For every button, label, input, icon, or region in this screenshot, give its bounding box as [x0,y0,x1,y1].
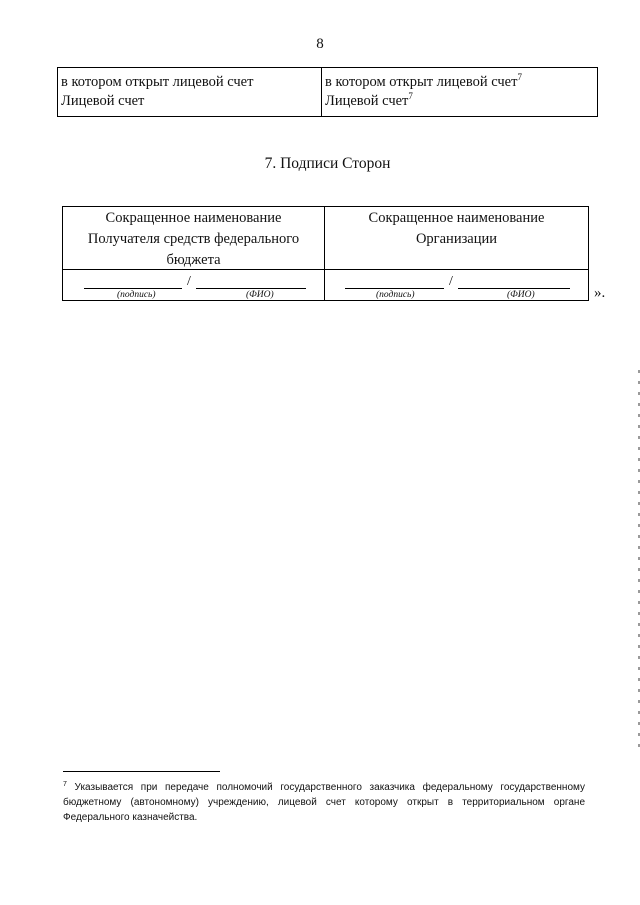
signature-column-organization [325,207,588,300]
recipient-name-blank [196,288,306,289]
footnote-separator [63,771,220,772]
organization-heading [325,207,588,270]
section-title: 7. Подписи Сторон [264,155,391,172]
recipient-name-caption: (ФИО) [246,290,274,300]
recipient-heading-line1: Сокращенное наименование [105,210,282,226]
organization-signature-caption: (подпись) [376,290,415,300]
account-right-line2-text: Лицевой счет [325,93,409,109]
footnote-marker: 7 [63,781,67,788]
closing-quote: ». [594,285,606,301]
organization-name-blank [458,288,570,289]
organization-heading-line2: Организации [415,231,498,247]
account-cell-left [58,68,322,116]
page-number: 8 [316,36,324,52]
signature-column-recipient [63,207,325,300]
account-left-line2: Лицевой счет [61,93,145,109]
organization-heading-line1: Сокращенное наименование [368,210,545,226]
recipient-slash: / [187,274,191,289]
organization-signature-blank [345,288,444,289]
account-right-line1 [325,73,594,92]
account-right-line2 [325,92,594,111]
organization-slash: / [449,274,453,289]
account-table [57,67,598,117]
signatures-table [62,206,589,301]
footnote-ref-1: 7 [517,72,522,82]
footnote [63,780,585,825]
footnote-ref-2: 7 [408,91,413,101]
account-right-line1-text: в котором открыт лицевой счет [325,74,518,90]
organization-signature-line [325,271,588,301]
recipient-heading [63,207,324,270]
recipient-signature-caption: (подпись) [117,290,156,300]
organization-name-caption: (ФИО) [507,290,535,300]
recipient-heading-line3: бюджета [166,252,221,268]
recipient-signature-blank [84,288,182,289]
account-left-line1: в котором открыт лицевой счет [61,74,254,90]
recipient-heading-line2: Получателя средств федерального [87,231,300,247]
footnote-text: Указывается при передаче полномочий государственного заказчика федеральному государственному бюджетному (автономному) учреждению, лицевой счет которому открыт в территориальном органе Федерального казначейства. [63,782,585,823]
recipient-signature-line [63,271,324,301]
account-cell-right [322,68,597,116]
